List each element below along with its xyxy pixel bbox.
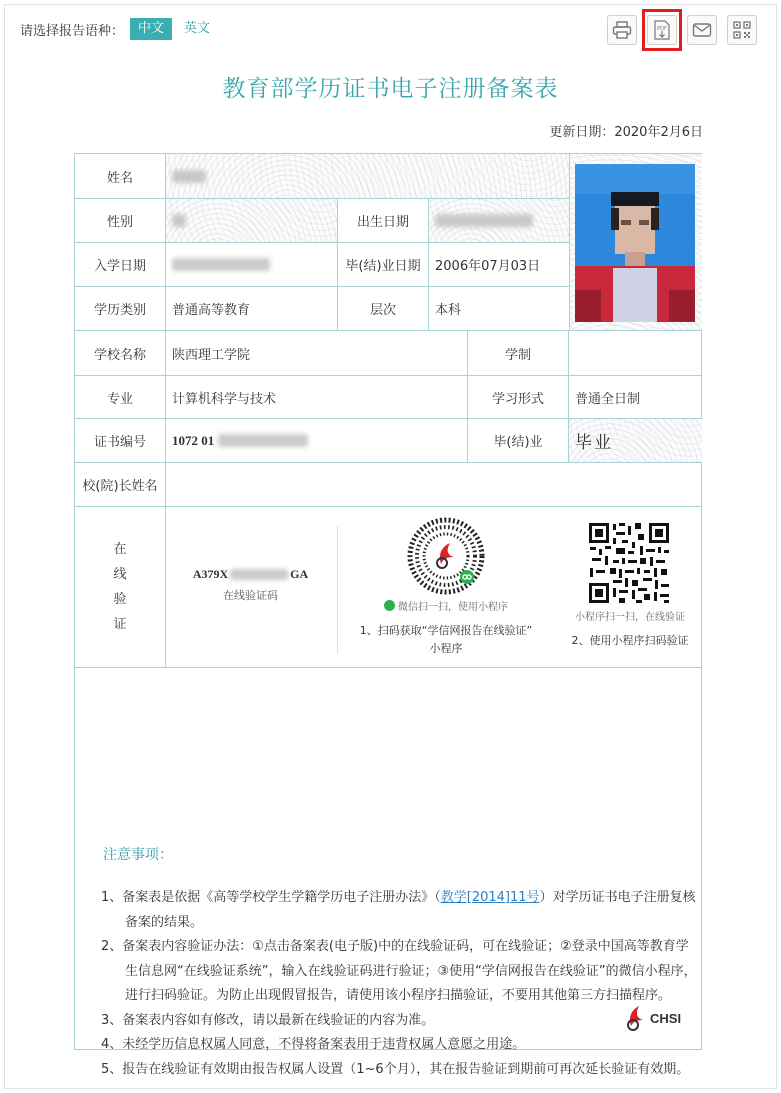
note-item: 4、未经学历信息权属人同意，不得将备案表用于违背权属人意愿之用途。 (101, 1037, 526, 1052)
president-label: 校(院)长姓名 (75, 463, 166, 507)
pdf-button-highlight (642, 9, 682, 51)
chsi-logo-text: CHSI (650, 1010, 682, 1026)
language-label: 请选择报告语种： (20, 23, 125, 39)
qr-code-button[interactable] (727, 15, 757, 45)
gender-value (166, 199, 338, 243)
edu-type-value: 普通高等教育 (166, 287, 338, 331)
name-label: 姓名 (75, 154, 166, 199)
enroll-value (166, 243, 338, 287)
verify-code-block (168, 567, 333, 603)
wechat-desc-line: 1、扫码获取“学信网报告在线验证” (359, 624, 533, 637)
lang-english-button[interactable]: 英文 (184, 21, 211, 36)
regulation-link[interactable]: 教学[2014]11号 (440, 890, 540, 905)
birth-value (429, 199, 569, 243)
language-selector (20, 17, 218, 41)
graduate-date-value: 2006年07月03日 (429, 243, 569, 287)
level-label: 层次 (338, 287, 429, 331)
qr-code-image (588, 522, 670, 604)
level-value: 本科 (429, 287, 569, 331)
notes-section (101, 844, 701, 1082)
notes-title: 注意事项： (103, 847, 173, 863)
cert-number-redacted (218, 434, 308, 447)
enroll-redacted (172, 258, 270, 271)
result-value (569, 419, 702, 463)
edu-type-label: 学历类别 (75, 287, 166, 331)
verify-label-char: 线 (113, 567, 127, 582)
verify-code-redacted (230, 569, 288, 580)
major-label: 专业 (75, 376, 166, 419)
mail-icon (692, 22, 712, 38)
chsi-logo (625, 1004, 681, 1032)
wechat-mini-icon (384, 600, 395, 611)
print-button[interactable] (607, 15, 637, 45)
verify-code-label: 在线验证码 (223, 589, 278, 602)
wechat-caption (336, 598, 556, 613)
mini-caption: 小程序扫一扫，在线验证 (575, 612, 685, 623)
verify-label (75, 507, 166, 668)
system-value (569, 331, 702, 376)
gender-label: 性别 (75, 199, 166, 243)
verify-code-prefix: A379X (192, 567, 229, 581)
cert-label: 证书编号 (75, 419, 166, 463)
note-item (101, 886, 701, 935)
student-photo (575, 164, 695, 322)
wechat-mini-program-code (407, 517, 485, 595)
note-text: ）对学历证书电子注册复核备案的结果。 (125, 890, 696, 930)
verify-label-char: 验 (113, 592, 127, 607)
system-label: 学制 (468, 331, 569, 376)
president-value (166, 463, 702, 507)
note-text: 1、备案表是依据《高等学校学生学籍学历电子注册办法》（ (101, 890, 441, 905)
result-label: 毕(结)业 (468, 419, 569, 463)
study-form-label: 学习形式 (468, 376, 569, 419)
verify-code-suffix: GA (290, 567, 309, 581)
major-value: 计算机科学与技术 (166, 376, 468, 419)
cert-value (166, 419, 468, 463)
note-item: 3、备案表内容如有修改，请以最新在线验证的内容为准。 (101, 1012, 435, 1028)
update-date: 更新日期：2020年2月6日 (549, 125, 703, 140)
email-button[interactable] (687, 15, 717, 45)
page-title: 教育部学历证书电子注册备案表 (222, 76, 559, 102)
qr-code-icon (733, 21, 751, 39)
name-redacted (172, 170, 206, 183)
chsi-bird-icon (625, 1004, 649, 1032)
verify-label-char: 在 (113, 542, 127, 557)
svg-text:PDF: PDF (657, 26, 667, 32)
mini-description: 2、使用小程序扫码验证 (571, 634, 689, 647)
wechat-description (336, 622, 556, 658)
birth-redacted (435, 214, 533, 227)
birth-label: 出生日期 (338, 199, 429, 243)
school-value: 陕西理工学院 (166, 331, 468, 376)
wechat-code-image (407, 517, 485, 595)
photo-portrait (575, 164, 695, 322)
mini-program-qr (588, 522, 670, 604)
graduate-date-label: 毕(结)业日期 (338, 243, 429, 287)
wechat-caption-text: 微信扫一扫，使用小程序 (398, 602, 508, 613)
study-form-value: 普通全日制 (569, 376, 702, 419)
verify-code[interactable] (168, 567, 333, 582)
wechat-desc-line: 小程序 (429, 642, 463, 655)
verify-label-char: 证 (113, 617, 127, 632)
school-label: 学校名称 (75, 331, 166, 376)
result-text: 毕业 (575, 433, 613, 452)
name-value (166, 154, 569, 199)
cert-number-prefix: 1072 01 (172, 432, 215, 448)
note-item: 5、报告在线验证有效期由报告权属人设置（1~6个月），其在报告验证到期前可再次延长验证有效期。 (101, 1061, 690, 1077)
printer-icon (612, 21, 632, 39)
lang-chinese-button[interactable]: 中文 (130, 18, 172, 40)
enroll-label: 入学日期 (75, 243, 166, 287)
note-item: 2、备案表内容验证办法：①点击备案表(电子版)中的在线验证码，可在线验证；②登录中国高等教育学生信息网“在线验证系统”，输入在线验证码进行验证；③使用“学信网报告在线验证”的微信小程序，进行扫码验证。为防止出现假冒报告，请使用该小程序扫描验证，不要用其他第三方扫描程序。 (101, 939, 697, 1003)
notes-list (101, 886, 701, 1082)
gender-redacted (172, 214, 186, 227)
